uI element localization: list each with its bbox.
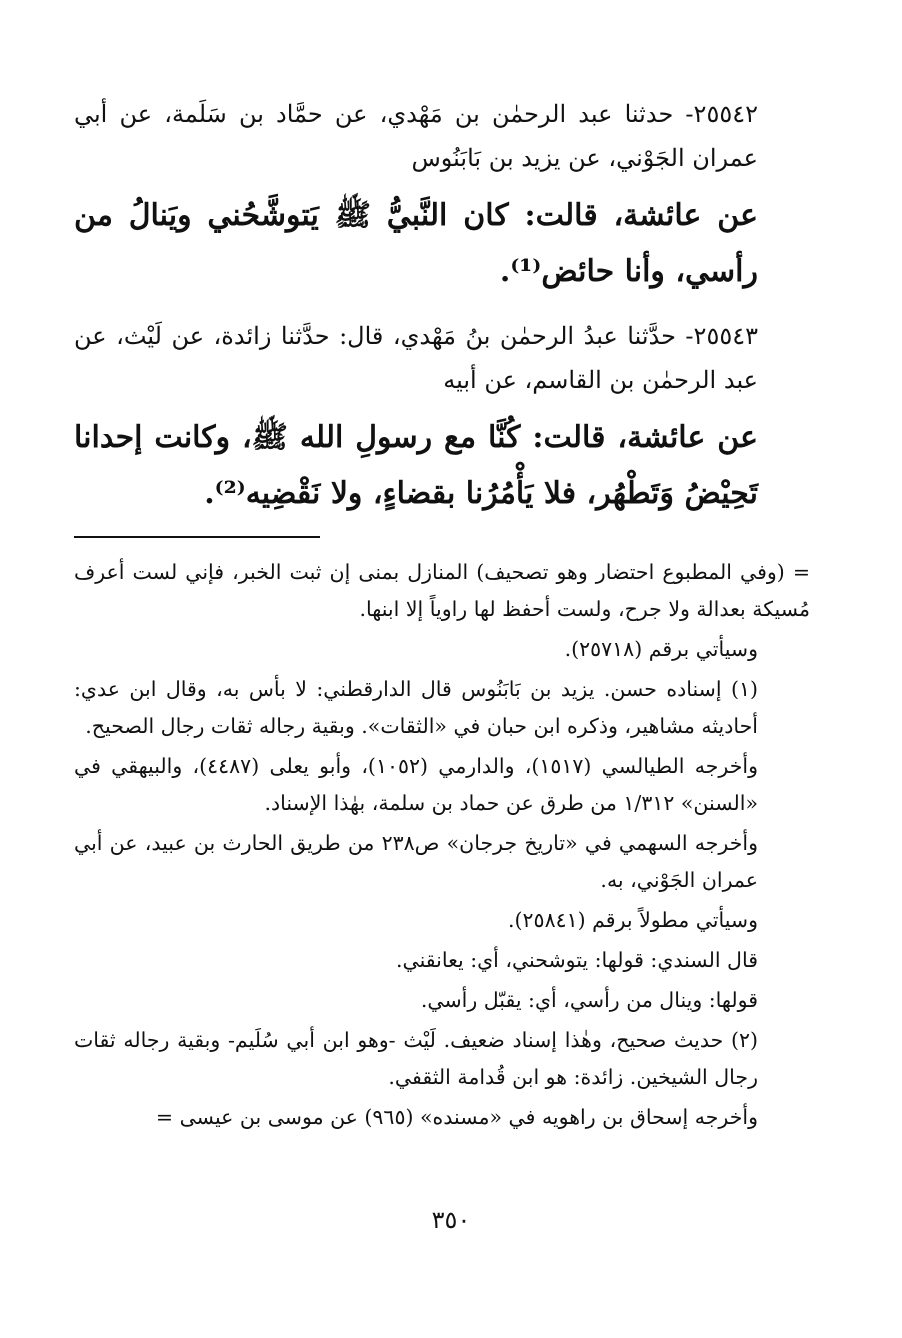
hadith-2554-2-chain: ٢٥٥٤٢- حدثنا عبد الرحمٰن بن مَهْدي، عن حمَّاد بن سَلَمة، عن أبي عمران الجَوْني، عن يزيد بن بَابَنُوس	[74, 100, 758, 172]
footnote-paragraph: وسيأتي برقم (٢٥٧١٨).	[564, 637, 758, 661]
footnote-paragraph: وأخرجه الطيالسي (١٥١٧)، والدارمي (١٠٥٢)، وأبو يعلى (٤٤٨٧)، والبيهقي في «السنن» ١/٣١٢ من طرق عن حماد بن سلمة، بهٰذا الإسناد.	[74, 754, 758, 815]
footnote-paragraph: قال السندي: قولها: يتوشحني، أي: يعانقني.	[395, 948, 758, 972]
footnote-paragraph: وسيأتي مطولاً برقم (٢٥٨٤١).	[508, 908, 758, 932]
footnote-paragraph: (٢) حديث صحيح، وهٰذا إسناد ضعيف. لَيْث -وهو ابن أبي سُلَيم- وبقية رجاله ثقات رجال الشيخين. زائدة: هو ابن قُدامة الثقفي.	[74, 1028, 758, 1089]
hadith-2554-3-chain: ٢٥٥٤٣- حدَّثنا عبدُ الرحمٰن بنُ مَهْدي، قال: حدَّثنا زائدة، عن لَيْث، عن عبد الرحمٰن بن القاسم، عن أبيه	[74, 322, 758, 394]
footnote-paragraph: وأخرجه إسحاق بن راهويه في «مسنده» (٩٦٥) عن موسى بن عيسى =	[155, 1105, 758, 1129]
footnote-paragraph: (١) إسناده حسن. يزيد بن بَابَنُوس قال الدارقطني: لا بأس به، وقال ابن عدي: أحاديثه مشاهير، وذكره ابن حبان في «الثقات». وبقية رجاله ثقات رجال الصحيح.	[74, 677, 758, 738]
page-number: ٣٥٠	[431, 1206, 471, 1234]
footnote-paragraph: قولها: وينال من رأسي، أي: يقبّل رأسي.	[420, 988, 758, 1012]
footnote-divider	[74, 536, 320, 538]
hadith-2554-3-text: عن عائشة، قالت: كُنَّا مع رسولِ الله ﷺ، وكانت إحدانا تَحِيْضُ وَتَطْهُر، فلا يَأْمُرُنا بقضاءٍ، ولا نَقْضِيه⁽²⁾.	[74, 420, 758, 511]
footnote-paragraph: = (وفي المطبوع احتضار وهو تصحيف) المنازل بمنى إن ثبت الخبر، فإني لست أعرف مُسيكة بعدالة ولا جرح، ولست أحفظ لها راوياً إلا ابنها.	[74, 560, 810, 621]
page-body	[74, 92, 810, 1292]
footnote-paragraph: وأخرجه السهمي في «تاريخ جرجان» ص٢٣٨ من طريق الحارث بن عبيد، عن أبي عمران الجَوْني، به.	[74, 831, 758, 892]
footnotes	[74, 554, 810, 1136]
hadith-2554-2-text: عن عائشة، قالت: كان النَّبيُّ ﷺ يَتوشَّحُني ويَنالُ من رأسي، وأنا حائض⁽¹⁾.	[74, 198, 758, 289]
